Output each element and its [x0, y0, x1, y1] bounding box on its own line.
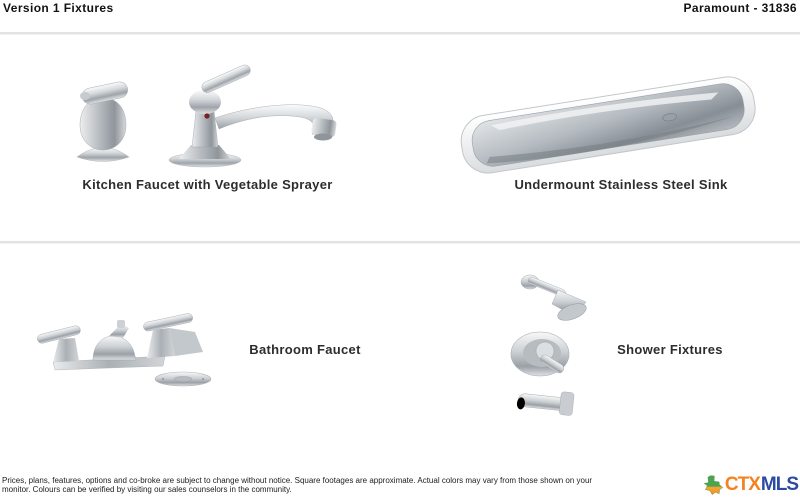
shower-fixtures-label: Shower Fixtures	[617, 342, 723, 357]
ctxmls-logo	[703, 472, 798, 498]
stainless-sink-image	[452, 74, 764, 174]
kitchen-faucet-image	[55, 56, 355, 168]
plan-id: Paramount - 31836	[683, 1, 797, 15]
header-divider	[0, 32, 800, 35]
stainless-sink-photo	[452, 74, 764, 174]
mls-logo-text: MLS	[760, 474, 798, 495]
disclaimer-line-2: monitor. Colours can be verified by visiting our sales counselors in the community.	[2, 484, 292, 494]
texas-state-icon	[703, 475, 724, 495]
temperature-indicator-dot	[204, 113, 209, 118]
disclaimer	[2, 477, 798, 494]
bathroom-faucet-label: Bathroom Faucet	[249, 342, 361, 357]
page-title: Version 1 Fixtures	[3, 1, 114, 15]
disclaimer-line-1: Prices, plans, features, options and co-broke are subject to change without notice. Square footages are approximate. Actual colors may vary from those shown on your	[2, 476, 593, 485]
kitchen-faucet-label: Kitchen Faucet with Vegetable Sprayer	[82, 177, 333, 192]
ctx-logo-text: CTX	[724, 474, 760, 495]
undermount-sink-label: Undermount Stainless Steel Sink	[514, 177, 728, 192]
kitchen-faucet-photo	[55, 56, 355, 168]
section-divider	[0, 241, 800, 244]
